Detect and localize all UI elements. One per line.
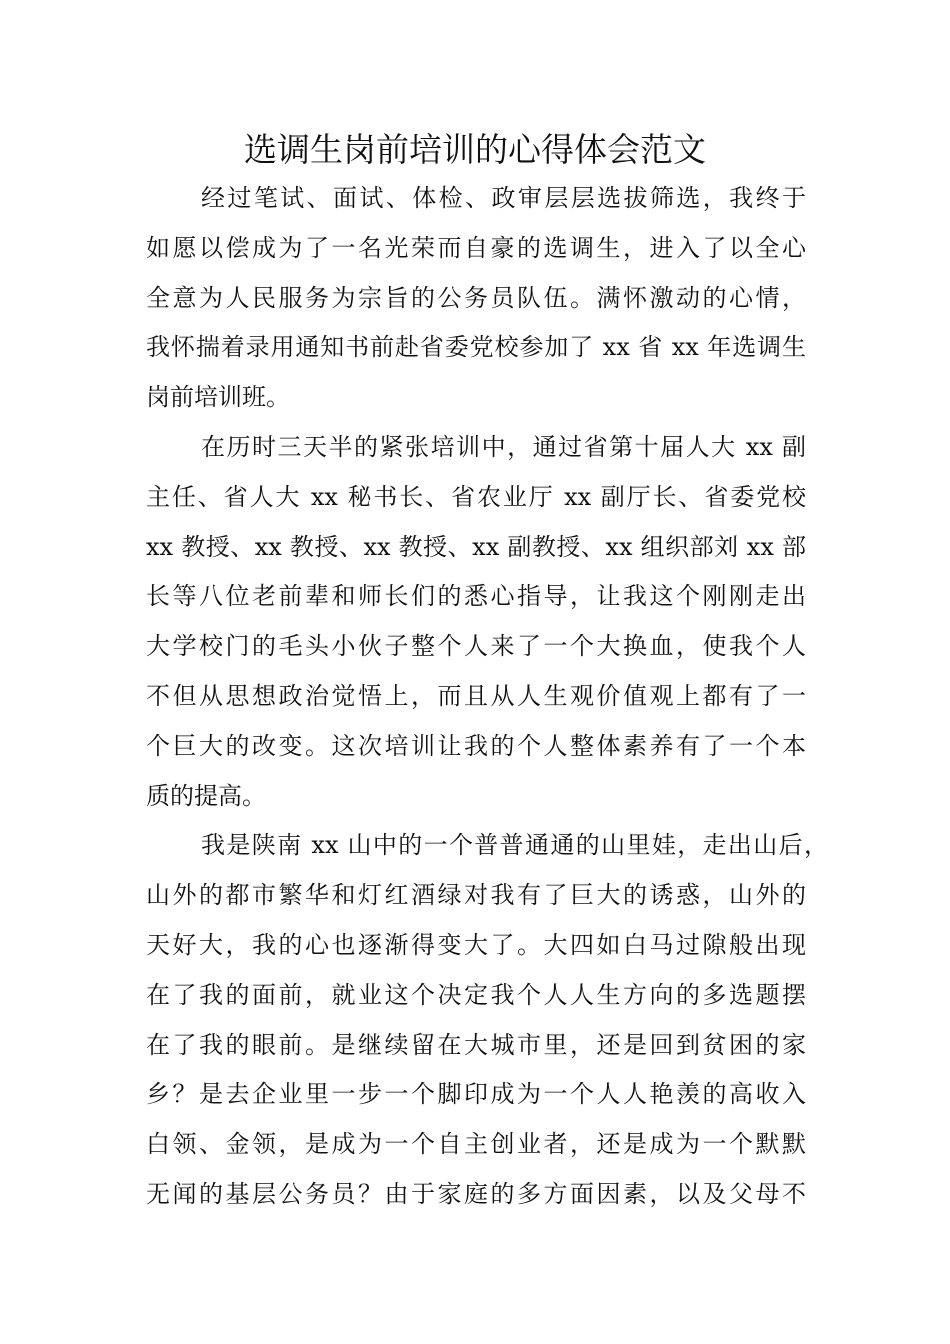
paragraph-1-line-2: 如愿以偿成为了一名光荣而自豪的选调生，进入了以全心: [146, 233, 806, 262]
paragraph-2-line-7: 个巨大的改变。这次培训让我的个人整体素养有了一个本: [146, 731, 806, 760]
paragraph-3-line-2: 山外的都市繁华和灯红酒绿对我有了巨大的诱惑，山外的: [146, 881, 806, 910]
paragraph-1-line-5: 岗前培训班。: [146, 383, 290, 412]
paragraph-1-line-4: 我怀揣着录用通知书前赴省委党校参加了 xx 省 xx 年选调生: [146, 333, 806, 362]
document-title: 选调生岗前培训的心得体会范文: [244, 130, 706, 169]
paragraph-2-line-2: 主任、省人大 xx 秘书长、省农业厅 xx 副厅长、省委党校: [146, 482, 806, 511]
paragraph-2-line-5: 大学校门的毛头小伙子整个人来了一个大换血，使我个人: [146, 632, 806, 661]
paragraph-1-line-3: 全意为人民服务为宗旨的公务员队伍。满怀激动的心情，: [146, 283, 806, 312]
paragraph-2-line-3: xx 教授、xx 教授、xx 教授、xx 副教授、xx 组织部刘 xx 部: [146, 532, 806, 561]
document-body: [146, 174, 828, 1220]
paragraph-3-line-7: 白领、金领，是成为一个自主创业者，还是成为一个默默: [146, 1130, 806, 1159]
paragraph-2-line-4: 长等八位老前辈和师长们的悉心指导，让我这个刚刚走出: [146, 582, 806, 611]
paragraph-2-line-1: 在历时三天半的紧张培训中，通过省第十届人大 xx 副: [201, 432, 806, 461]
paragraph-3-line-5: 在了我的眼前。是继续留在大城市里，还是回到贫困的家: [146, 1030, 806, 1059]
paragraph-2-line-6: 不但从思想政治觉悟上，而且从人生观价值观上都有了一: [146, 681, 806, 710]
paragraph-3-line-4: 在了我的面前，就业这个决定我个人人生方向的多选题摆: [146, 980, 806, 1009]
paragraph-3-line-3: 天好大，我的心也逐渐得变大了。大四如白马过隙般出现: [146, 930, 806, 959]
paragraph-2-line-8: 质的提高。: [146, 781, 266, 810]
paragraph-3-line-6: 乡？是去企业里一步一个脚印成为一个人人艳羡的高收入: [146, 1080, 806, 1109]
paragraph-3-line-1: 我是陕南 xx 山中的一个普普通通的山里娃，走出山后，: [201, 831, 828, 860]
paragraph-3-line-8: 无闻的基层公务员？由于家庭的多方面因素，以及父母不: [146, 1179, 806, 1208]
paragraph-1-line-1: 经过笔试、面试、体检、政审层层选拔筛选，我终于: [201, 184, 806, 212]
